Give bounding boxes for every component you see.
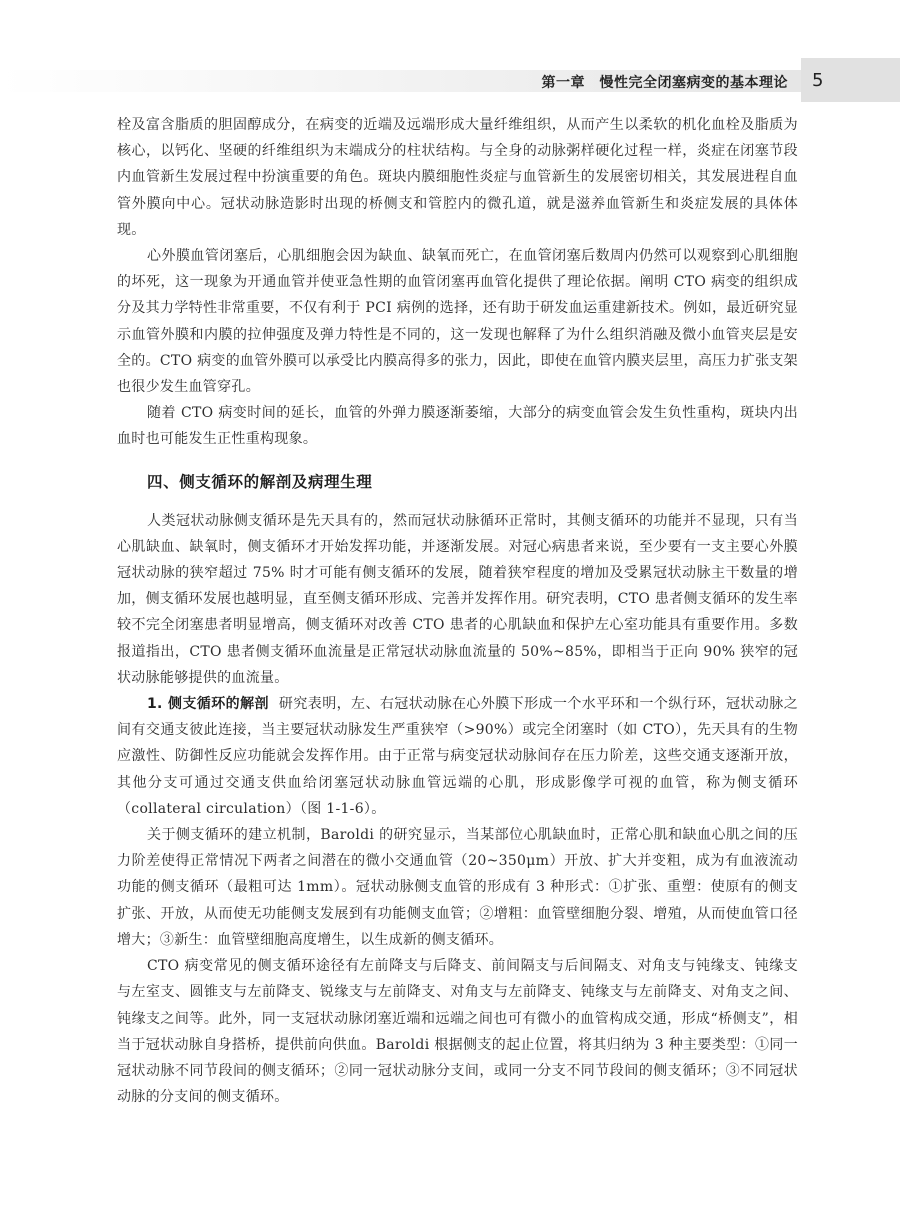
page-number: 5 [812,70,824,91]
paragraph-remodeling: 随着 CTO 病变时间的延长，血管的外弹力膜逐渐萎缩，大部分的病变血管会发生负性重构，斑块内出血时也可能发生正性重构现象。 [117,405,798,448]
running-header [0,58,900,102]
paragraph-collateral-anatomy [117,691,798,822]
paragraph-collateral-mechanism: 关于侧支循环的建立机制，Baroldi 的研究显示，当某部位心肌缺血时，正常心肌和缺血心肌之间的压力阶差使得正常情况下两者之间潜在的微小交通血管（20~350μm）开放、扩大并变粗，成为有血液流动功能的侧支循环（最粗可达 1mm）。冠状动脉侧支血管的形成有 3 种形式：①扩张、重塑：使原有的侧支扩张、开放，从而使无功能侧支发展到有功能侧支血管；②增粗：血管壁细胞分裂、增殖，从而使血管口径增大；③新生：血管壁细胞高度增生，以生成新的侧支循环。 [117,827,798,948]
section-heading: 四、侧支循环的解剖及病理生理 [147,472,373,491]
paragraph-epicardial-occlusion: 心外膜血管闭塞后，心肌细胞会因为缺血、缺氧而死亡，在血管闭塞后数周内仍然可以观察到心肌细胞的坏死，这一现象为开通血管并使亚急性期的血管闭塞再血管化提供了理论依据。阐明 CTO 病变的组织成分及其力学特性非常重要，不仅有利于 PCI 病例的选择，还有助于研发血运重建新技术。例如，最近研究显示血管外膜和内膜的拉伸强度及弹力特性是不同的，这一发现也解释了为什么组织消融及微小血管夹层是安全的。CTO 病变的血管外膜可以承受比内膜高得多的张力，因此，即使在血管内膜夹层里，高压力扩张支架也很少发生血管穿孔。 [117,248,798,396]
paragraph-collateral-intro: 人类冠状动脉侧支循环是先天具有的，然而冠状动脉循环正常时，其侧支循环的功能并不显现，只有当心肌缺血、缺氧时，侧支循环才开始发挥功能，并逐渐发展。对冠心病患者来说，至少要有一支主要心外膜冠状动脉的狭窄超过 75% 时才可能有侧支循环的发展，随着狭窄程度的增加及受累冠状动脉主干数量的增加，侧支循环发展也越明显，直至侧支循环形成、完善并发挥作用。研究表明，CTO 患者侧支循环的发生率较不完全闭塞患者明显增高，侧支循环对改善 CTO 患者的心肌缺血和保护左心室功能具有重要作用。多数报道指出，CTO 患者侧支循环血流量是正常冠状动脉血流量的 50%~85%，即相当于正向 90% 狭窄的冠状动脉能够提供的血流量。 [117,512,798,686]
paragraph-continuation: 栓及富含脂质的胆固醇成分，在病变的近端及远端形成大量纤维组织，从而产生以柔软的机化血栓及脂质为核心，以钙化、坚硬的纤维组织为末端成分的柱状结构。与全身的动脉粥样硬化过程一样，炎症在闭塞节段内血管新生发展过程中扮演重要的角色。斑块内膜细胞性炎症与血管新生的发展密切相关，其发展进程自血管外膜向中心。冠状动脉造影时出现的桥侧支和管腔内的微孔道，就是滋养血管新生和炎症发展的具体体现。 [117,117,798,238]
chapter-title: 第一章 慢性完全闭塞病变的基本理论 [541,75,788,91]
paragraph-collateral-anatomy-text: 研究表明，左、右冠状动脉在心外膜下形成一个水平环和一个纵行环，冠状动脉之间有交通支彼此连接，当主要冠状动脉发生严重狭窄（>90%）或完全闭塞时（如 CTO），先天具有的生物应激性、防御性反应功能就会发挥作用。由于正常与病变冠状动脉间存在压力阶差，这些交通支逐渐开放，其他分支可通过交通支供血给闭塞冠状动脉血管远端的心肌，形成影像学可视的血管，称为侧支循环（collateral circulation）（图 1-1-6）。 [117,696,798,817]
body-text [117,112,798,1110]
subsection-heading: 1. 侧支循环的解剖 [147,696,269,713]
paragraph-collateral-pathways: CTO 病变常见的侧支循环途径有左前降支与后降支、前间隔支与后间隔支、对角支与钝缘支、钝缘支与左室支、圆锥支与左前降支、锐缘支与左前降支、对角支与左前降支、钝缘支与左前降支、对角支之间、钝缘支之间等。此外，同一支冠状动脉闭塞近端和远端之间也可有微小的血管构成交通，形成“桥侧支”，相当于冠状动脉自身搭桥，提供前向供血。Baroldi 根据侧支的起止位置，将其归纳为 3 种主要类型：①同一冠状动脉不同节段间的侧支循环；②同一冠状动脉分支间，或同一分支不同节段间的侧支循环；③不同冠状动脉的分支间的侧支循环。 [117,958,798,1106]
